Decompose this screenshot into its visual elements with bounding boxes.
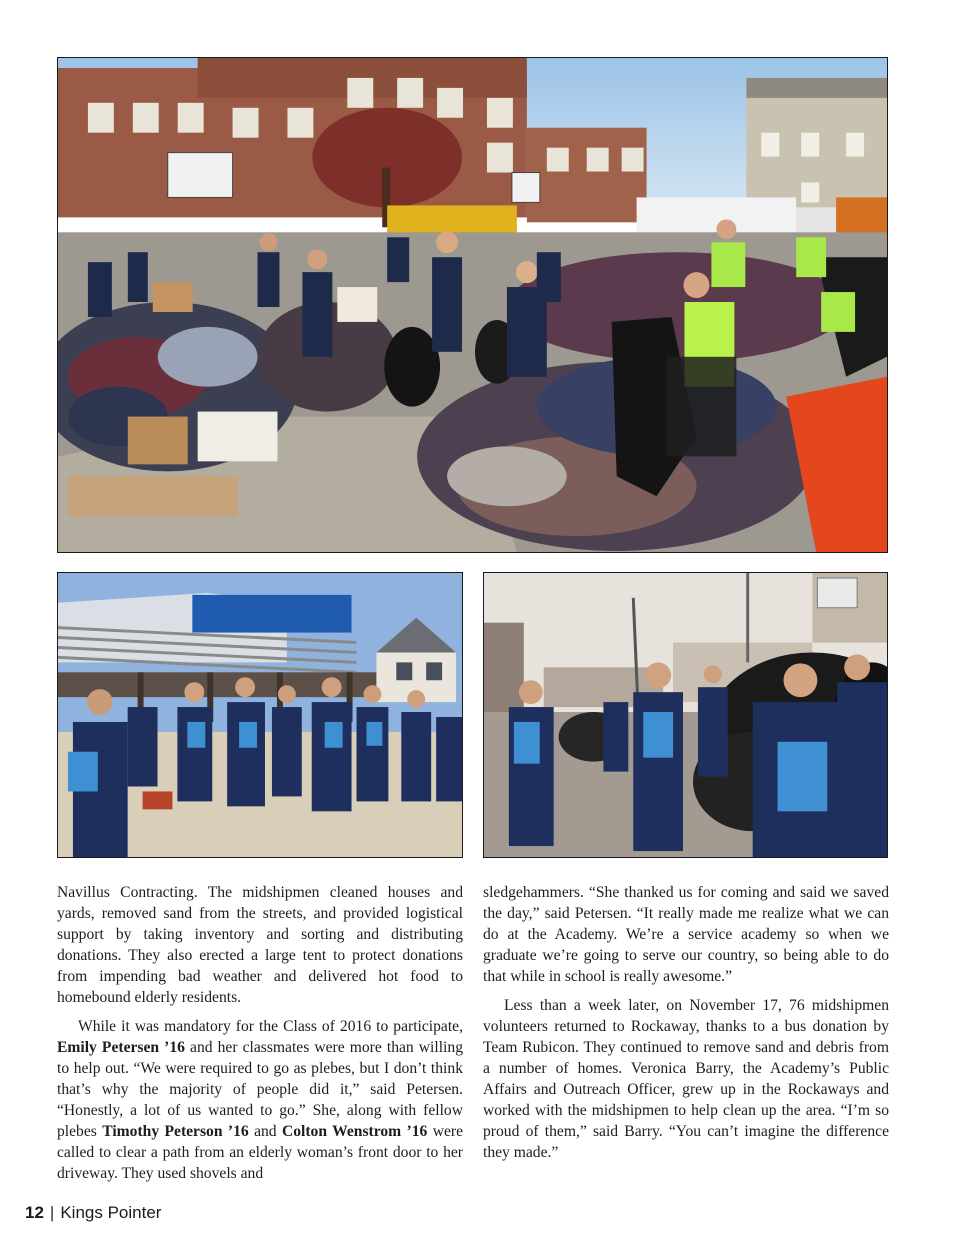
article-paragraph: Navillus Contracting. The midshipmen cleaned houses and yards, removed sand from the streets, and provided logistical support by taking inventory and sorting and distributing donations. They also erected a large tent to protect donations from impending bad weather and delivered hot food to homebound elderly residents.	[57, 884, 463, 1006]
bag-collection-photo	[483, 572, 888, 858]
article-column-left	[57, 882, 463, 1192]
article-text: While it was mandatory for the Class of 2016 to participate,	[78, 1018, 463, 1035]
article-text: and	[248, 1123, 282, 1140]
article-paragraph: Less than a week later, on November 17, 76 midshipmen volunteers returned to Rockaway, thanks to a bus donation by Team Rubicon. They continued to remove sand and debris from a number of homes. Veronica Barry, the Academy’s Public Affairs and Outreach Officer, grew up in the Rockaways and worked with the midshipmen to help clean up the area. “I’m so proud of them,” said Barry. “You can’t imagine the difference they made.”	[483, 997, 889, 1161]
article-column-right	[483, 882, 889, 1171]
person-name: Timothy Peterson ’16	[102, 1123, 249, 1140]
footer-separator: |	[49, 1203, 55, 1222]
article-paragraph: sledgehammers. “She thanked us for coming and said we saved the day,” said Petersen. “It really made me realize what we can do at the Academy. We’re a service academy so when we graduate we’re going to serve our country, so being able to do that while in school is really awesome.”	[483, 884, 889, 985]
person-name: Emily Petersen ’16	[57, 1039, 185, 1056]
article-paragraph	[57, 1016, 463, 1184]
donation-sorting-illustration	[58, 58, 887, 552]
article-text: were called to clear a path from an elderly woman’s front door to her driveway. They used shovels and	[57, 1123, 463, 1182]
beach-cleanup-photo	[57, 572, 463, 858]
page-footer	[25, 1203, 161, 1223]
beach-cleanup-illustration	[58, 573, 462, 857]
publication-title: Kings Pointer	[60, 1203, 162, 1222]
donation-sorting-photo	[57, 57, 888, 553]
person-name: Colton Wenstrom ’16	[281, 1123, 428, 1140]
bag-collection-illustration	[484, 573, 887, 857]
page-number: 12	[25, 1203, 44, 1222]
article-text: and her classmates were more than willing to help out. “We were required to go as plebes, but I don’t think that’s why the majority of people did it,” said Petersen. “Honestly, a lot of us wanted to go.” She, along with fellow plebes	[57, 1039, 463, 1140]
